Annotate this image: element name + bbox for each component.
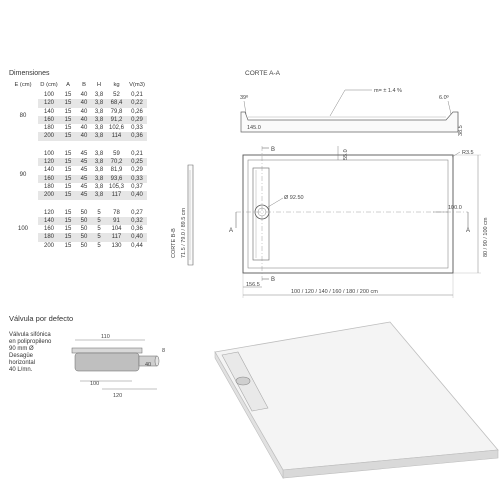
table-cell: 91 <box>106 217 127 225</box>
table-cell: 117 <box>106 233 127 241</box>
table-cell: 120 <box>38 158 60 166</box>
e-value-cell: 80 <box>19 112 27 119</box>
table-cell: 3,8 <box>94 183 104 190</box>
table-cell: 0,21 <box>131 150 143 157</box>
table-cell: 5 <box>92 233 106 241</box>
table-cell: 81,9 <box>110 167 123 174</box>
table-cell: 40 <box>80 125 88 132</box>
slope-label: m= ± 1.4 % <box>374 88 402 94</box>
table-cell: 140 <box>43 167 54 174</box>
e-value-cell: 90 <box>19 171 27 178</box>
table-cell: 0,26 <box>131 108 143 115</box>
dim-550-label: 55.0 <box>343 149 349 160</box>
table-cell: 0,36 <box>131 226 143 233</box>
table-cell: 160 <box>43 226 54 233</box>
table-cell: 3,8 <box>92 116 106 124</box>
table-cell: 180 <box>38 233 60 241</box>
dim-8-label: 8 <box>162 348 166 354</box>
dim-1565-label: 156.5 <box>246 282 260 288</box>
table-cell: 70,2 <box>106 158 127 166</box>
table-cell: 3,8 <box>92 132 106 140</box>
table-cell: 59 <box>113 150 120 157</box>
table-cell: 200 <box>38 191 60 199</box>
table-cell: 78 <box>113 209 120 216</box>
valve-title: Válvula por defecto <box>9 314 74 323</box>
table-cell: 15 <box>64 242 72 249</box>
table-cell: 0,40 <box>127 191 147 199</box>
table-cell: 52 <box>113 92 120 98</box>
table-cell: 3,8 <box>92 158 106 166</box>
valve-desc-line: horizontal <box>9 360 36 366</box>
valve-desc-line: Desagüe <box>9 353 34 359</box>
table-cell: 100 <box>43 92 54 98</box>
table-cell: 120 <box>43 209 54 216</box>
dimensions-title: Dimensiones <box>9 70 50 77</box>
table-cell: 40 <box>80 92 88 98</box>
table-cell: 117 <box>106 191 127 199</box>
table-cell: 0,22 <box>127 99 147 107</box>
table-cell: 15 <box>64 209 72 216</box>
table-cell: 50 <box>80 226 88 233</box>
table-cell: 15 <box>60 217 76 225</box>
table-cell: 0,37 <box>131 183 143 190</box>
header-cell: E (cm) <box>14 82 32 88</box>
table-cell: 50 <box>76 217 92 225</box>
angle-left-label: 39º <box>240 95 249 101</box>
table-cell: 15 <box>64 183 72 190</box>
table-cell: 104 <box>111 226 122 233</box>
table-cell: 40 <box>80 108 88 115</box>
angle-right-label: 6.0º <box>439 95 449 101</box>
table-cell: 0,25 <box>127 158 147 166</box>
table-cell: 140 <box>38 217 60 225</box>
table-cell: 200 <box>43 242 54 249</box>
table-cell: 40 <box>76 132 92 140</box>
table-cell: 45 <box>76 191 92 199</box>
table-cell: 40 <box>76 99 92 107</box>
table-cell: 5 <box>97 209 101 216</box>
table-cell: 0,33 <box>131 125 143 132</box>
table-cell: 45 <box>76 158 92 166</box>
table-cell: 0,27 <box>131 209 143 216</box>
table-cell: 120 <box>38 99 60 107</box>
table-cell: 3,8 <box>92 191 106 199</box>
table-cell: 15 <box>60 99 76 107</box>
table-cell: 68,4 <box>106 99 127 107</box>
corte-bb-title: CORTE B-B <box>171 228 177 258</box>
dim-385-label: 38.5 <box>458 125 464 136</box>
table-cell: 50 <box>80 242 88 249</box>
table-cell: 100 <box>43 150 54 157</box>
table-cell: 93,6 <box>106 175 127 183</box>
dim-1000-label: 100.0 <box>448 205 462 211</box>
table-cell: 102,6 <box>108 125 124 132</box>
table-cell: 15 <box>64 150 72 157</box>
table-cell: 15 <box>60 191 76 199</box>
table-cell: 3,8 <box>92 175 106 183</box>
table-cell: 3,8 <box>94 150 104 157</box>
table-cell: 105,3 <box>108 183 124 190</box>
header-cell: A <box>66 82 70 88</box>
table-cell: 160 <box>38 175 60 183</box>
header-cell: B <box>82 82 86 88</box>
label-b-bottom: B <box>271 277 276 283</box>
length-options-label: 100 / 120 / 140 / 160 / 180 / 200 cm <box>291 289 378 295</box>
table-cell: 50 <box>80 209 88 216</box>
table-cell: 91,2 <box>106 116 127 124</box>
width-options-label: 80 / 90 / 100 cm <box>483 217 489 257</box>
table-cell: 15 <box>64 125 72 132</box>
table-cell: 0,36 <box>127 132 147 140</box>
dim-40-label: 40 <box>145 362 152 368</box>
table-cell: 180 <box>43 125 54 132</box>
table-cell: 40 <box>76 116 92 124</box>
header-cell: V(m3) <box>129 82 145 88</box>
table-cell: 79,8 <box>110 108 123 115</box>
table-cell: 3,8 <box>94 167 104 174</box>
radius-label: R3.5 <box>462 150 474 156</box>
valve-desc-line: Válvula sifónica <box>9 332 51 338</box>
table-cell: 15 <box>64 108 72 115</box>
table-cell: 0,29 <box>127 116 147 124</box>
label-b-top: B <box>271 147 276 153</box>
table-cell: 45 <box>80 150 88 157</box>
table-cell: 45 <box>80 167 88 174</box>
table-cell: 180 <box>43 183 54 190</box>
table-cell: 200 <box>38 132 60 140</box>
table-cell: 45 <box>80 183 88 190</box>
table-cell: 15 <box>64 226 72 233</box>
header-cell: D (cm) <box>40 82 58 88</box>
table-cell: 15 <box>60 116 76 124</box>
table-cell: 15 <box>60 158 76 166</box>
label-a-right: A <box>466 228 471 234</box>
dim-145-label: 145.0 <box>247 125 261 131</box>
table-cell: 114 <box>106 132 127 140</box>
label-a-left: A <box>229 228 234 234</box>
corte-bb-dims: 71.5 / 79.0 / 89.5 cm <box>181 207 187 258</box>
valve-desc-line: 40 L/mn. <box>9 367 33 373</box>
header-cell: H <box>96 82 102 88</box>
table-cell: 0,29 <box>131 167 143 174</box>
table-cell: 15 <box>64 167 72 174</box>
table-cell: 45 <box>76 175 92 183</box>
table-cell: 140 <box>43 108 54 115</box>
table-cell: 0,44 <box>131 242 143 249</box>
table-cell: 3,8 <box>94 108 104 115</box>
table-cell: 5 <box>97 226 101 233</box>
table-cell: 15 <box>60 175 76 183</box>
header-cell: kg <box>113 82 120 88</box>
table-cell: 3,8 <box>94 125 104 132</box>
table-cell: 0,40 <box>127 233 147 241</box>
section-a-a-title: CORTE A-A <box>245 70 280 77</box>
valve-desc-line: 90 mm Ø <box>9 346 34 352</box>
table-cell: 5 <box>92 217 106 225</box>
table-cell: 15 <box>64 92 72 98</box>
table-cell: 15 <box>60 233 76 241</box>
table-cell: 3,8 <box>94 92 104 98</box>
e-value-cell: 100 <box>17 226 28 233</box>
drain-diameter-label: Ø 92.50 <box>284 195 304 201</box>
table-cell: 130 <box>111 242 122 249</box>
table-cell: 160 <box>38 116 60 124</box>
tray-3d-drain <box>236 377 250 385</box>
table-cell: 15 <box>60 132 76 140</box>
dim-120-label: 120 <box>113 393 123 399</box>
table-cell: 50 <box>76 233 92 241</box>
valve-desc-line: en polipropileno <box>9 339 52 345</box>
table-cell: 3,8 <box>92 99 106 107</box>
table-cell: 0,21 <box>131 92 143 98</box>
dim-110-label: 110 <box>101 334 110 340</box>
table-cell: 0,32 <box>127 217 147 225</box>
dim-100-label: 100 <box>90 381 100 387</box>
table-cell: 0,33 <box>127 175 147 183</box>
table-cell: 5 <box>97 242 101 249</box>
